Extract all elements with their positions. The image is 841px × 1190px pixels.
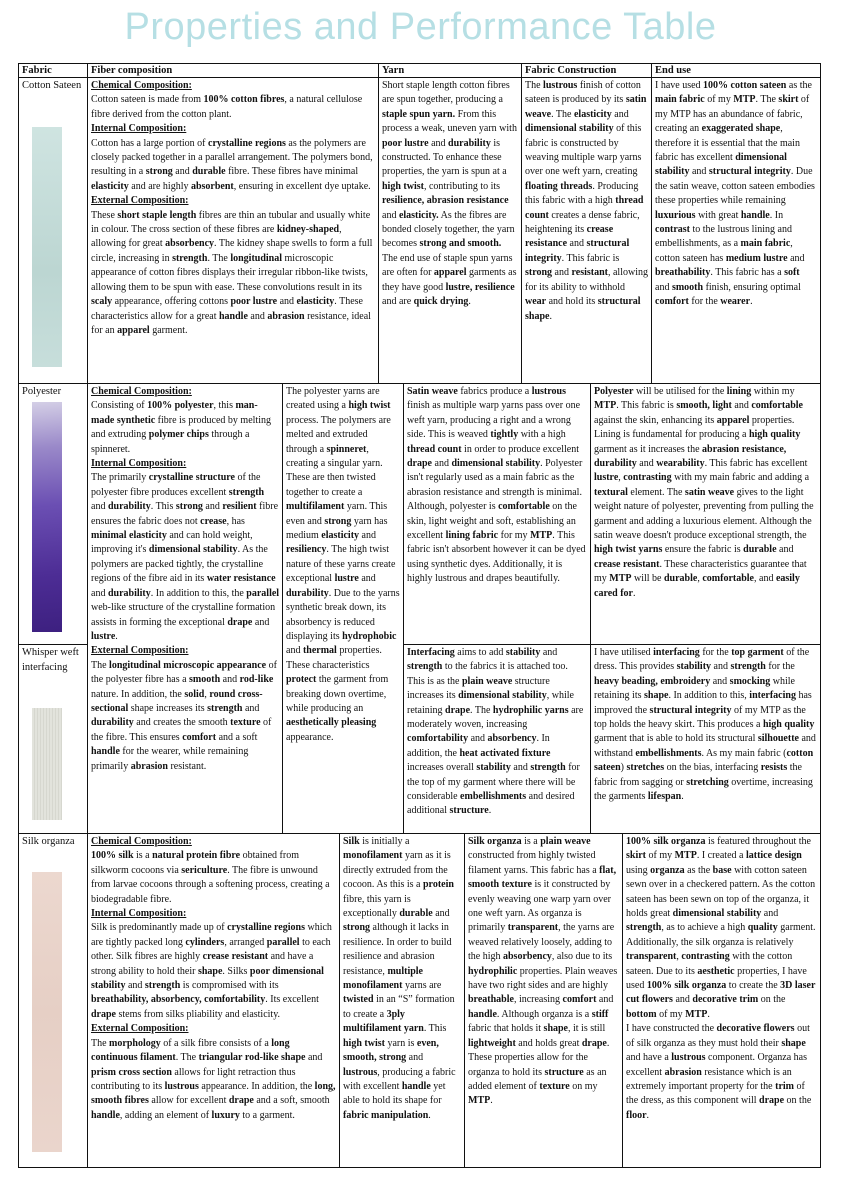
- section-heading: External Composition:: [91, 645, 189, 657]
- construction-whisper-weft: [407, 646, 587, 832]
- fabric-name-cotton-sateen: Cotton Sateen: [22, 80, 82, 91]
- paragraph: Interfacing aims to add stability and strength to the fabrics it is attached too. This is as the plain weave structure increases its dimensional stability, while retaining drape. The hydrophilic yarns are moderately woven, increasing comfortability and absorbency. In addition, the heat activated fixture increases overall stability and strength for the top of my garment where there will be considerable embellishments and desired additional structure.: [407, 647, 584, 817]
- col-line-r1-c: [651, 63, 652, 384]
- enduse-whisper-weft: [594, 646, 817, 832]
- paragraph: The primarily crystalline structure of the polyester fibre produces excellent strength and durability. This strong and resilient fibre ensures the fabric does not crease, has minimal elasticity and can hold weight, improving it's dimensional stability. As the polymers are packed tightly, the crystalline regions of the fibre aid in its water resistance and durability. In addition to this, the parallel web-like structure of the crystalline formation assists in forming the exceptional drape and lustre.: [91, 472, 280, 642]
- paragraph: The polyester yarns are created using a high twist process. The polymers are melted and extruded through a spinneret, creating a singular yarn. These are then twisted together to create a multifilament yarn. This even and strong yarn has medium elasticity and resiliency. The high twist nature of these yarns create exceptional lustre and durability. Due to the yarns synthetic break down, its absorbency is reduced displaying its hydrophobic and thermal properties. These characteristics protect the garment from breaking down overtime, while producing an aesthetically pleasing appearance.: [286, 386, 400, 743]
- paragraph: Silk is initially a monofilament yarn as it is directly extruded from the cocoon. As this is a protein fibre, this yarn is exceptionally durable and strong although it lacks in resilience. In order to build resilience and abrasion resistance, multiple monofilament yarns are twisted in an “S” formation to create a 3ply multifilament yarn. This high twist yarn is even, smooth, strong and lustrous, producing a fabric with excellent handle yet able to hold its shape for fabric manipulation.: [343, 836, 456, 1121]
- border-row1-bottom: [18, 383, 821, 384]
- section-heading: Internal Composition:: [91, 123, 187, 135]
- paragraph: 100% silk organza is featured throughout the skirt of my MTP. I created a lattice design using organza as the base with cotton sateen sewn over in a checkered pattern. As the cotton sateen has been sewn on top of the organza, it holds great dimensional stability and strength, as to achieve a high quality garment. Additionally, the silk organza is relatively transparent, contrasting with the cotton sateen. Due to its aesthetic properties, I have used 100% silk organza to create the 3D laser cut flowers and decorative trim on the bottom of my MTP.: [626, 836, 816, 1020]
- border-left: [18, 63, 19, 1168]
- page-title: Properties and Performance Table: [124, 6, 717, 48]
- section-heading: External Composition:: [91, 195, 189, 207]
- header-fabric-construction: Fabric Construction: [525, 65, 617, 76]
- paragraph: The lustrous finish of cotton sateen is produced by its satin weave. The elasticity and dimensional stability of this fabric is constructed by weaving multiple warp yarns over one weft yarn, creating floating threads. Producing this fabric with a high thread count creates a dense fabric, heightening its crease resistance and structural integrity. This fabric is strong and resistant, allowing for its ability to withhold wear and hold its structural shape.: [525, 80, 648, 322]
- paragraph: I have utilised interfacing for the top garment of the dress. This provides stability and strength for the heavy beading, embroidery and smocking while retaining its shape. In addition to this, interfacing has improved the structural integrity of my MTP as the top holds the heavy skirt. This produces a high quality garment that is able to hold its structural silhouette and withstand embellishments. As my main fabric (cotton sateen) stretches on the bias, interfacing resists the fabric from sagging or stretching overtime, increasing the garments lifespan.: [594, 647, 816, 803]
- col-line-r23-c: [590, 383, 591, 834]
- border-bottom: [18, 1167, 821, 1168]
- section-heading: Chemical Composition:: [91, 836, 192, 847]
- paragraph: Short staple length cotton fibres are spun together, producing a staple spun yarn. From this process a weak, uneven yarn with poor lustre and durability is constructed. To enhance these properties, the yarn is spun at a high twist, contributing to its resilience, abrasion resistance and elasticity. As the fibres are bonded closely together, the yarn becomes strong and smooth. The end use of staple spun yarns are often for apparel garments as they have good lustre, resilience and are quick drying.: [382, 80, 517, 308]
- enduse-polyester: [594, 385, 817, 643]
- paragraph: I have constructed the decorative flowers out of silk organza as they must hold their shape and have a lustrous component. Organza has excellent abrasion resistance which is an extremely important property for the trim of the dress, as this component will drape on the floor.: [626, 1023, 812, 1121]
- section-heading: External Composition:: [91, 1023, 189, 1035]
- section-heading: Chemical Composition:: [91, 386, 192, 397]
- fabric-name-whisper-weft: Whisper weft interfacing: [22, 647, 79, 673]
- yarn-cotton-sateen: [382, 79, 518, 383]
- construction-cotton-sateen: [525, 79, 648, 383]
- header-yarn: Yarn: [382, 65, 405, 76]
- col-line-r1-a: [378, 63, 379, 384]
- fabric-name-polyester: Polyester: [22, 386, 62, 397]
- col-line-r4-c: [622, 833, 623, 1168]
- paragraph: Cotton sateen is made from 100% cotton fibres, a natural cellulose fibre derived from the cotton plant.: [91, 94, 363, 120]
- paragraph: Polyester will be utilised for the lining within my MTP. This fabric is smooth, light and comfortable against the skin, enhancing its apparel properties. Lining is fundamental for producing a high quality garment as it increases the abrasion resistance, durability and wearability. This fabric has excellent lustre, contrasting with my main fabric and adding a textural element. The satin weave gives to the light weight nature of polyester, preventing from pulling the garment and adding a luxurious element. Although the satin weave doesn't produce exceptional strength, the high twist yarns ensure the fabric is durable and crease resistant. These characteristics guarantee that my MTP will be durable, comfortable, and easily cared for.: [594, 386, 814, 599]
- col-line-r23-a: [282, 383, 283, 834]
- border-row3-bottom: [18, 833, 821, 834]
- col-line-r4-a: [339, 833, 340, 1168]
- col-line-r1-b: [521, 63, 522, 384]
- yarn-silk-organza: [343, 835, 462, 1167]
- header-fiber-composition: Fiber composition: [91, 65, 173, 76]
- fabric-swatch-polyester: [32, 402, 62, 632]
- construction-polyester: [407, 385, 587, 643]
- fabric-name-silk-organza: Silk organza: [22, 836, 75, 847]
- col-line-r23-b: [403, 383, 404, 834]
- col-line-fabric: [87, 63, 88, 1168]
- fabric-swatch-cotton-sateen: [32, 127, 62, 367]
- fiber-silk-organza: [91, 835, 337, 1167]
- header-fabric: Fabric: [22, 65, 52, 76]
- paragraph: These short staple length fibres are thin an tubular and usually white in colour. The cross section of these fibres are kidney-shaped, allowing for great absorbency. The kidney shape swells to form a full circle, increasing in strength. The longitudinal microscopic appearance of cotton fibres displays their irregular ribbon-like twists, allowing them to be spun with ease. These convolutions result in its scaly appearance, offering cottons poor lustre and elasticity. These characteristics allow for a great handle and abrasion resistance, ideal for an apparel garment.: [91, 209, 373, 336]
- paragraph: Satin weave fabrics produce a lustrous finish as multiple warp yarns pass over one weft yarn, producing a right and a wrong side. This is weaved tightly with a high thread count in order to produce excellent drape and dimensional stability. Polyester isn't regularly used as a main fabric as the abrasion resistance and strength is minimal. Although, polyester is comfortable on the skin, light weight and soft, establishing an excellent lining fabric for my MTP. This fabric isn't absorbent however it can be dyed using synthetic dyes. Additionally, it is highly lustrous and drapes beautifully.: [407, 386, 586, 585]
- enduse-silk-organza: [626, 835, 817, 1167]
- paragraph: I have used 100% cotton sateen as the main fabric of my MTP. The skirt of my MTP has an abundance of fabric, creating an exaggerated shape, therefore it is essential that the main fabric has excellent dimensional stability and structural integrity. Due the satin weave, cotton sateen embodies these properties while remaining luxurious with great handle. In contrast to the lustrous lining and embellishments, as a main fabric, cotton sateen has medium lustre and breathability. This fabric has a soft and smooth finish, ensuring optimal comfort for the wearer.: [655, 80, 815, 308]
- section-heading: Chemical Composition:: [91, 80, 192, 91]
- header-end-use: End use: [655, 65, 691, 76]
- col-line-r4-b: [464, 833, 465, 1168]
- border-row2-right: [404, 644, 821, 645]
- paragraph: Silk organza is a plain weave constructed from highly twisted filament yarns. This fabric has a flat, smooth texture is it constructed by evenly weaving one warp yarn over one weft yarn. As organza is primarily transparent, the yarns are weaved relatively loosely, adding to the high absorbency, also due to its hydrophilic properties. Plain weaves have two right sides and are highly breathable, increasing comfort and handle. Although organza is a stiff fabric that holds it shape, it is still lightweight and holds great drape. These properties allow for the organza to hold its structure as an added element of texture on my MTP.: [468, 836, 618, 1107]
- paragraph: The morphology of a silk fibre consists of a long continuous filament. The triangular rod-like shape and prism cross section allows for light retraction thus contributing to its lustrous appearance. In addition, the long, smooth fibres allow for excellent drape and a soft, smooth handle, adding an element of luxury to a garment.: [91, 1037, 336, 1121]
- yarn-polyester: [286, 385, 400, 832]
- border-right: [820, 63, 821, 1168]
- paragraph: Consisting of 100% polyester, this man-made synthetic fibre is produced by melting and extruding polymer chips through a spinneret.: [91, 400, 271, 455]
- paragraph: 100% silk is a natural protein fibre obtained from silkworm cocoons via sericulture. The fibre is unwound from larvae cocoons through a softening process, creating a biodegradable fibre.: [91, 850, 330, 905]
- fabric-swatch-silk-organza: [32, 872, 62, 1152]
- section-heading: Internal Composition:: [91, 908, 187, 920]
- border-row2-left: [18, 644, 88, 645]
- paragraph: The longitudinal microscopic appearance of the polyester fibre has a smooth and rod-like nature. In addition, the solid, round cross-sectional shape increases its strength and durability and creates the smooth texture of the fibre. This ensures comfort and a soft handle for the wearer, while remaining primarily abrasion resistant.: [91, 659, 277, 772]
- construction-silk-organza: [468, 835, 620, 1167]
- paragraph: Silk is predominantly made up of crystalline regions which are tightly packed long cylinders, arranged parallel to each other. Silk fibres are highly crease resistant and have a strong ability to hold their shape. Silks poor dimensional stability and strength is compromised with its breathability, absorbency, comfortability. Its excellent drape stems from silks pliability and elasticity.: [91, 922, 332, 1020]
- paragraph: Cotton has a large portion of crystalline regions as the polymers are closely packed together in a parallel arrangement. The polymers bond, resulting in a strong and durable fibre. These fibres have minimal elasticity and are highly absorbent, ensuring in excellent dye uptake.: [91, 137, 373, 192]
- fiber-polyester: [91, 385, 280, 832]
- fiber-cotton-sateen: [91, 79, 375, 383]
- fabric-swatch-whisper-weft: [32, 708, 62, 820]
- enduse-cotton-sateen: [655, 79, 816, 383]
- section-heading: Internal Composition:: [91, 458, 187, 470]
